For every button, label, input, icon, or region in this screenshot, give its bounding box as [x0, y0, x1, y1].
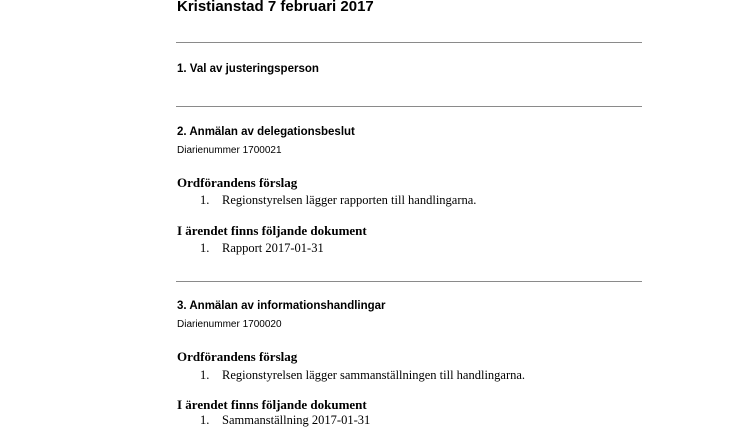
section-3-documents-heading: I ärendet finns följande dokument — [177, 397, 367, 412]
list-number: 1. — [200, 241, 210, 255]
list-text: Rapport 2017-01-31 — [222, 241, 324, 255]
page-title: Kristianstad 7 februari 2017 — [177, 0, 374, 15]
section-2-documents-heading: I ärendet finns följande dokument — [177, 223, 367, 238]
section-divider — [176, 42, 642, 43]
list-text: Sammanställning 2017-01-31 — [222, 413, 371, 427]
section-2-proposal-item — [200, 193, 476, 208]
section-3-diarie: Diarienummer 1700020 — [177, 319, 282, 330]
section-3-proposal-heading: Ordförandens förslag — [177, 349, 298, 364]
section-2-proposal-heading: Ordförandens förslag — [177, 175, 298, 190]
list-number: 1. — [200, 368, 210, 382]
list-number: 1. — [200, 413, 210, 427]
list-number: 1. — [200, 193, 210, 207]
section-1-title: 1. Val av justeringsperson — [177, 63, 319, 75]
section-divider — [176, 281, 642, 282]
section-2-title: 2. Anmälan av delegationsbeslut — [177, 126, 355, 138]
section-3-document-item — [200, 413, 370, 428]
section-3-title: 3. Anmälan av informationshandlingar — [177, 300, 386, 312]
list-text: Regionstyrelsen lägger sammanställningen till handlingarna. — [222, 368, 526, 382]
section-2-document-item — [200, 241, 324, 256]
section-divider — [176, 106, 642, 107]
section-2-diarie: Diarienummer 1700021 — [177, 145, 282, 156]
section-3-proposal-item — [200, 368, 525, 383]
list-text: Regionstyrelsen lägger rapporten till handlingarna. — [222, 193, 477, 207]
